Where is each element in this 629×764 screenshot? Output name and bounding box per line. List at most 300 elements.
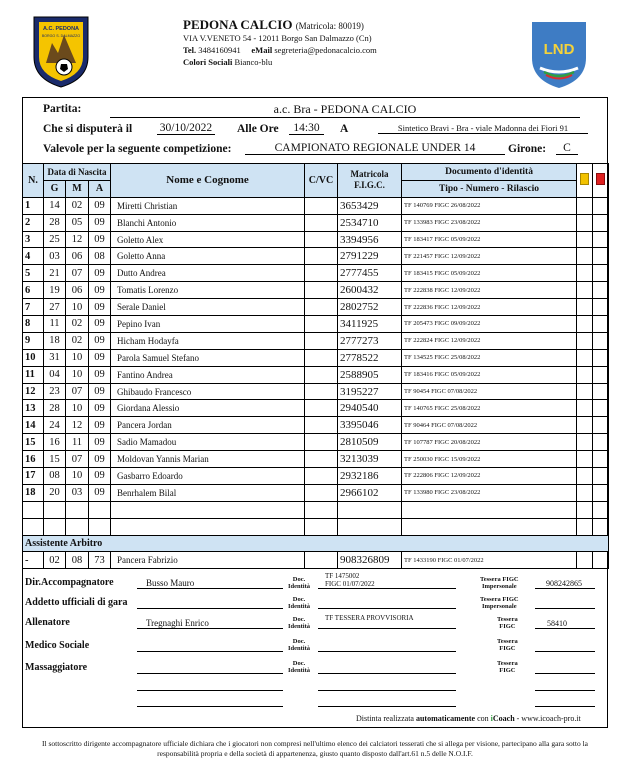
cell-birth-year: 08	[89, 248, 111, 265]
player-row	[23, 316, 609, 333]
cell-matricola: 2588905	[338, 366, 402, 383]
cell-cvc	[305, 248, 338, 265]
cell-number: 1	[23, 197, 44, 214]
cell-document: TF 221457 FIGC 12/09/2022	[402, 248, 577, 265]
cell-red-card	[593, 316, 609, 333]
assistant-section-title: Assistente Arbitro	[23, 535, 609, 552]
cell-red-card	[593, 417, 609, 434]
cell-birth-day: 18	[44, 332, 66, 349]
player-row	[23, 248, 609, 265]
partita-value: a.c. Bra - PEDONA CALCIO	[110, 102, 580, 118]
cell-yellow-card	[577, 248, 593, 265]
table-header-row	[23, 164, 609, 181]
cell-yellow-card	[577, 282, 593, 299]
cell-birth-year: 09	[89, 451, 111, 468]
cell-red-card	[593, 332, 609, 349]
blank-line	[318, 690, 456, 691]
dir-tess-label: Tessera FIGC Impersonale	[480, 576, 519, 590]
cell-red-card	[593, 366, 609, 383]
cell-document: TF 107787 FIGC 20/08/2022	[402, 434, 577, 451]
cell-player-name: Sadio Mamadou	[111, 434, 305, 451]
players-table	[22, 163, 609, 569]
red-card-header	[593, 164, 609, 198]
player-row	[23, 468, 609, 485]
empty-row	[23, 518, 609, 535]
cell-yellow-card	[577, 451, 593, 468]
dir-doc-value: TF 1475002 FIGC 01/07/2022	[325, 572, 375, 588]
player-row	[23, 265, 609, 282]
cell-red-card	[593, 552, 609, 569]
cell-birth-month	[66, 501, 89, 518]
cell-document: TF 133980 FIGC 23/08/2022	[402, 484, 577, 501]
cell-birth-day: 28	[44, 400, 66, 417]
cell-cvc	[305, 332, 338, 349]
credit-line: Distinta realizzata automaticamente con iCoach - www.icoach-pro.it	[356, 714, 581, 723]
cell-document: TF 183417 FIGC 05/09/2022	[402, 231, 577, 248]
cell-birth-month	[66, 518, 89, 535]
cell-matricola: 2802752	[338, 299, 402, 316]
cell-cvc	[305, 349, 338, 366]
cell-matricola: 2777273	[338, 332, 402, 349]
blank-line	[535, 690, 595, 691]
player-row	[23, 349, 609, 366]
date-value: 30/10/2022	[157, 122, 215, 135]
header-n: N.	[23, 164, 44, 198]
cell-cvc	[305, 265, 338, 282]
medico-line	[137, 651, 283, 652]
cell-cvc	[305, 484, 338, 501]
cell-player-name: Ghibaudo Francesco	[111, 383, 305, 400]
cell-birth-month: 10	[66, 299, 89, 316]
cell-cvc	[305, 316, 338, 333]
massaggiatore-doc-label: Doc. Identità	[288, 660, 311, 674]
cell-document: TF 205473 FIGC 09/09/2022	[402, 316, 577, 333]
cell-document: TF 222836 FIGC 12/09/2022	[402, 299, 577, 316]
cell-player-name: Gasbarro Edoardo	[111, 468, 305, 485]
cell-player-name: Parola Samuel Stefano	[111, 349, 305, 366]
time-label: Alle Ore	[237, 123, 279, 135]
cell-player-name: Miretti Christian	[111, 197, 305, 214]
cell-cvc	[305, 383, 338, 400]
svg-text:A.C. PEDONA: A.C. PEDONA	[42, 26, 80, 32]
cell-yellow-card	[577, 484, 593, 501]
cell-birth-year: 09	[89, 400, 111, 417]
cell-matricola: 2600432	[338, 282, 402, 299]
red-card-icon	[596, 173, 605, 185]
dir-label: Dir.Accompagnatore	[25, 577, 114, 588]
cell-red-card	[593, 451, 609, 468]
venue-label: A	[340, 123, 349, 135]
cell-cvc	[305, 518, 338, 535]
cell-red-card	[593, 265, 609, 282]
cell-number: 8	[23, 316, 44, 333]
cell-birth-year: 09	[89, 299, 111, 316]
addetto-label: Addetto ufficiali di gara	[25, 597, 128, 608]
svg-text:LND: LND	[543, 41, 575, 58]
cell-birth-day	[44, 518, 66, 535]
cell-yellow-card	[577, 214, 593, 231]
cell-cvc	[305, 197, 338, 214]
cell-matricola	[338, 518, 402, 535]
cell-number: 6	[23, 282, 44, 299]
cell-document: TF 90464 FIGC 07/08/2022	[402, 417, 577, 434]
cell-birth-day: 20	[44, 484, 66, 501]
massaggiatore-tess-line	[535, 673, 595, 674]
cell-birth-month: 02	[66, 316, 89, 333]
allenatore-tess-label: Tessera FIGC	[497, 616, 518, 630]
cell-player-name: Pancera Fabrizio	[111, 552, 305, 569]
cell-player-name: Fantino Andrea	[111, 366, 305, 383]
cell-matricola: 2932186	[338, 468, 402, 485]
blank-line	[535, 706, 595, 707]
cell-red-card	[593, 248, 609, 265]
cell-player-name: Giordana Alessio	[111, 400, 305, 417]
cell-number: 14	[23, 417, 44, 434]
cell-birth-day: 24	[44, 417, 66, 434]
cell-birth-year: 09	[89, 214, 111, 231]
cell-yellow-card	[577, 400, 593, 417]
partita-label: Partita:	[43, 103, 82, 115]
cell-birth-year: 09	[89, 349, 111, 366]
player-row	[23, 484, 609, 501]
cell-cvc	[305, 231, 338, 248]
cell-number: 12	[23, 383, 44, 400]
yellow-card-icon	[580, 173, 589, 185]
cell-number: 17	[23, 468, 44, 485]
cell-birth-day: 23	[44, 383, 66, 400]
cell-number: 11	[23, 366, 44, 383]
cell-birth-year: 73	[89, 552, 111, 569]
cell-yellow-card	[577, 501, 593, 518]
assistant-row	[23, 552, 609, 569]
cell-number	[23, 501, 44, 518]
cell-red-card	[593, 349, 609, 366]
cell-birth-month: 10	[66, 400, 89, 417]
cell-cvc	[305, 400, 338, 417]
cell-document: TF 222806 FIGC 12/09/2022	[402, 468, 577, 485]
medico-doc-line	[318, 651, 456, 652]
cell-red-card	[593, 383, 609, 400]
cell-yellow-card	[577, 434, 593, 451]
cell-yellow-card	[577, 552, 593, 569]
cell-red-card	[593, 501, 609, 518]
blank-line	[318, 706, 456, 707]
club-address: VIA V.VENETO 54 - 12011 Borgo San Dalmazzo (Cn)	[183, 33, 372, 43]
girone-value: C	[556, 142, 578, 155]
cell-birth-day: 02	[44, 552, 66, 569]
cell-number	[23, 518, 44, 535]
allenatore-line	[137, 628, 283, 629]
allenatore-label: Allenatore	[25, 617, 70, 628]
club-name: PEDONA CALCIO (Matricola: 80019)	[183, 17, 364, 32]
cell-cvc	[305, 501, 338, 518]
cell-birth-year: 09	[89, 434, 111, 451]
cell-document: TF 250030 FIGC 15/09/2022	[402, 451, 577, 468]
header-birth: Data di Nascita	[44, 164, 111, 181]
cell-yellow-card	[577, 265, 593, 282]
cell-birth-month: 03	[66, 484, 89, 501]
icoach-brand: iCoach	[490, 714, 515, 723]
player-row	[23, 332, 609, 349]
cell-red-card	[593, 299, 609, 316]
cell-player-name: Serale Daniel	[111, 299, 305, 316]
cell-red-card	[593, 400, 609, 417]
cell-birth-month: 12	[66, 231, 89, 248]
cell-cvc	[305, 434, 338, 451]
cell-cvc	[305, 299, 338, 316]
cell-birth-year	[89, 518, 111, 535]
cell-yellow-card	[577, 299, 593, 316]
club-contacts: Tel. 3484160941 eMail segreteria@pedonacalcio.com	[183, 45, 377, 55]
massaggiatore-line	[137, 673, 283, 674]
player-row	[23, 400, 609, 417]
addetto-tess-label: Tessera FIGC Impersonale	[480, 596, 519, 610]
massaggiatore-tess-label: Tessera FIGC	[497, 660, 518, 674]
allenatore-tess-line	[535, 628, 595, 629]
blank-line	[137, 690, 283, 691]
cell-document: TF 222838 FIGC 12/09/2022	[402, 282, 577, 299]
cell-birth-day: 14	[44, 197, 66, 214]
cell-cvc	[305, 282, 338, 299]
allenatore-tess-value: 58410	[547, 619, 567, 628]
yellow-card-header	[577, 164, 593, 198]
competition-value: CAMPIONATO REGIONALE UNDER 14	[245, 142, 505, 155]
allenatore-doc-value: TF TESSERA PROVVISORIA	[325, 614, 414, 622]
cell-document: TF 1433190 FIGC 01/07/2022	[402, 552, 577, 569]
cell-birth-day: 31	[44, 349, 66, 366]
footer-declaration: Il sottoscritto dirigente accompagnatore ufficiale dichiara che i giocatori non compresi nell'ultimo elenco dei calciatori tesserati che si allega per visione, partecipano alla gara sotto la responsabilità propria e della società di appartenenza, giusto quanto disposto dall'art.61 n.5 delle N.O.I.F.	[42, 739, 588, 758]
cell-birth-month: 07	[66, 383, 89, 400]
cell-player-name: Dutto Andrea	[111, 265, 305, 282]
time-value: 14:30	[289, 122, 324, 135]
cell-red-card	[593, 214, 609, 231]
cell-yellow-card	[577, 518, 593, 535]
date-label: Che si disputerà il	[43, 123, 133, 135]
dir-tess-line	[535, 588, 595, 589]
header-name: Nome e Cognome	[111, 164, 305, 198]
cell-birth-year: 09	[89, 383, 111, 400]
cell-birth-day: 19	[44, 282, 66, 299]
cell-number: 9	[23, 332, 44, 349]
header-g: G	[44, 180, 66, 197]
medico-label: Medico Sociale	[25, 640, 90, 651]
cell-birth-day: 04	[44, 366, 66, 383]
header-a: A	[89, 180, 111, 197]
player-row	[23, 366, 609, 383]
cell-matricola	[338, 501, 402, 518]
cell-number: 3	[23, 231, 44, 248]
cell-cvc	[305, 451, 338, 468]
cell-cvc	[305, 417, 338, 434]
addetto-tess-line	[535, 608, 595, 609]
cell-birth-year	[89, 501, 111, 518]
cell-document: TF 134525 FIGC 25/08/2022	[402, 349, 577, 366]
cell-document	[402, 501, 577, 518]
cell-number: 7	[23, 299, 44, 316]
cell-birth-year: 09	[89, 332, 111, 349]
cell-number: 18	[23, 484, 44, 501]
lnd-logo	[526, 18, 592, 90]
player-row	[23, 214, 609, 231]
cell-document: TF 183415 FIGC 05/09/2022	[402, 265, 577, 282]
cell-matricola: 2966102	[338, 484, 402, 501]
player-row	[23, 231, 609, 248]
header-m: M	[66, 180, 89, 197]
cell-matricola: 3195227	[338, 383, 402, 400]
cell-red-card	[593, 282, 609, 299]
cell-birth-month: 10	[66, 468, 89, 485]
cell-player-name: Pancera Jordan	[111, 417, 305, 434]
cell-yellow-card	[577, 197, 593, 214]
assistant-section-row	[23, 535, 609, 552]
addetto-doc-line	[318, 608, 456, 609]
cell-cvc	[305, 468, 338, 485]
medico-tess-label: Tessera FIGC	[497, 638, 518, 652]
cell-birth-day: 03	[44, 248, 66, 265]
cell-yellow-card	[577, 366, 593, 383]
cell-player-name	[111, 518, 305, 535]
cell-matricola: 2791229	[338, 248, 402, 265]
club-logo	[30, 13, 92, 89]
cell-yellow-card	[577, 468, 593, 485]
cell-matricola: 908326809	[338, 552, 402, 569]
cell-number: -	[23, 552, 44, 569]
cell-birth-day: 28	[44, 214, 66, 231]
cell-birth-year: 09	[89, 417, 111, 434]
cell-birth-day: 15	[44, 451, 66, 468]
cell-birth-month: 12	[66, 417, 89, 434]
cell-red-card	[593, 434, 609, 451]
cell-document: TF 133983 FIGC 23/08/2022	[402, 214, 577, 231]
cell-player-name: Moldovan Yannis Marian	[111, 451, 305, 468]
player-row	[23, 417, 609, 434]
cell-birth-year: 09	[89, 197, 111, 214]
allenatore-doc-line	[318, 628, 456, 629]
cell-number: 16	[23, 451, 44, 468]
cell-birth-day: 08	[44, 468, 66, 485]
dir-line	[137, 588, 283, 589]
cell-matricola: 2778522	[338, 349, 402, 366]
cell-cvc	[305, 366, 338, 383]
cell-matricola: 2534710	[338, 214, 402, 231]
cell-matricola: 2940540	[338, 400, 402, 417]
cell-birth-year: 09	[89, 231, 111, 248]
cell-yellow-card	[577, 417, 593, 434]
cell-document: TF 140769 FIGC 26/08/2022	[402, 197, 577, 214]
cell-cvc	[305, 552, 338, 569]
cell-yellow-card	[577, 383, 593, 400]
allenatore-doc-label: Doc. Identità	[288, 616, 311, 630]
cell-number: 5	[23, 265, 44, 282]
cell-red-card	[593, 231, 609, 248]
cell-player-name: Goletto Alex	[111, 231, 305, 248]
cell-birth-month: 07	[66, 265, 89, 282]
cell-birth-month: 08	[66, 552, 89, 569]
venue-value: Sintetico Bravi - Bra - viale Madonna dei Fiori 91	[378, 123, 588, 134]
cell-birth-month: 07	[66, 451, 89, 468]
cell-red-card	[593, 484, 609, 501]
cell-birth-day: 25	[44, 231, 66, 248]
medico-doc-label: Doc. Identità	[288, 638, 311, 652]
cell-birth-day: 27	[44, 299, 66, 316]
player-row	[23, 383, 609, 400]
cell-player-name: Tomatis Lorenzo	[111, 282, 305, 299]
club-colors: Colori Sociali Bianco-blu	[183, 57, 273, 67]
player-row	[23, 451, 609, 468]
cell-matricola: 3213039	[338, 451, 402, 468]
player-row	[23, 197, 609, 214]
cell-document: TF 140765 FIGC 25/08/2022	[402, 400, 577, 417]
dir-tess-value: 908242865	[546, 579, 582, 588]
cell-matricola: 3395046	[338, 417, 402, 434]
cell-yellow-card	[577, 332, 593, 349]
cell-yellow-card	[577, 316, 593, 333]
cell-birth-month: 02	[66, 197, 89, 214]
cell-birth-day: 16	[44, 434, 66, 451]
cell-matricola: 3653429	[338, 197, 402, 214]
cell-birth-year: 09	[89, 366, 111, 383]
header-doc: Documento d'identità	[402, 164, 577, 181]
cell-red-card	[593, 468, 609, 485]
cell-document: TF 183416 FIGC 05/09/2022	[402, 366, 577, 383]
cell-birth-year: 09	[89, 468, 111, 485]
cell-document: TF 90454 FIGC 07/08/2022	[402, 383, 577, 400]
cell-birth-day: 21	[44, 265, 66, 282]
cell-player-name	[111, 501, 305, 518]
player-row	[23, 299, 609, 316]
cell-matricola: 2810509	[338, 434, 402, 451]
header-doc-sub: Tipo - Numero - Rilascio	[402, 180, 577, 197]
player-row	[23, 282, 609, 299]
cell-birth-month: 10	[66, 349, 89, 366]
allenatore-name: Tregnaghi Enrico	[146, 618, 209, 628]
cell-player-name: Benrhalem Bilal	[111, 484, 305, 501]
empty-row	[23, 501, 609, 518]
cell-yellow-card	[577, 231, 593, 248]
cell-number: 10	[23, 349, 44, 366]
cell-birth-year: 09	[89, 282, 111, 299]
cell-birth-year: 09	[89, 316, 111, 333]
svg-text:BORGO S. DALMAZZO: BORGO S. DALMAZZO	[41, 34, 81, 38]
cell-number: 2	[23, 214, 44, 231]
cell-matricola: 3394956	[338, 231, 402, 248]
cell-player-name: Pepino Ivan	[111, 316, 305, 333]
cell-birth-year: 09	[89, 265, 111, 282]
dir-doc-line	[318, 588, 456, 589]
header-cvc: C/VC	[305, 164, 338, 198]
cell-player-name: Goletto Anna	[111, 248, 305, 265]
dir-doc-label: Doc. Identità	[288, 576, 311, 590]
addetto-line	[137, 608, 283, 609]
medico-tess-line	[535, 651, 595, 652]
cell-birth-month: 02	[66, 332, 89, 349]
cell-red-card	[593, 197, 609, 214]
cell-number: 4	[23, 248, 44, 265]
cell-birth-month: 10	[66, 366, 89, 383]
massaggiatore-doc-line	[318, 673, 456, 674]
cell-birth-month: 06	[66, 282, 89, 299]
cell-document: TF 222824 FIGC 12/09/2022	[402, 332, 577, 349]
cell-birth-month: 05	[66, 214, 89, 231]
girone-label: Girone:	[508, 143, 547, 155]
cell-player-name: Blanchi Antonio	[111, 214, 305, 231]
blank-line	[137, 706, 283, 707]
cell-matricola: 3411925	[338, 316, 402, 333]
cell-player-name: Hicham Hodayfa	[111, 332, 305, 349]
header-matricola: Matricola F.I.G.C.	[338, 164, 402, 198]
cell-birth-day: 11	[44, 316, 66, 333]
competition-label: Valevole per la seguente competizione:	[43, 143, 232, 155]
